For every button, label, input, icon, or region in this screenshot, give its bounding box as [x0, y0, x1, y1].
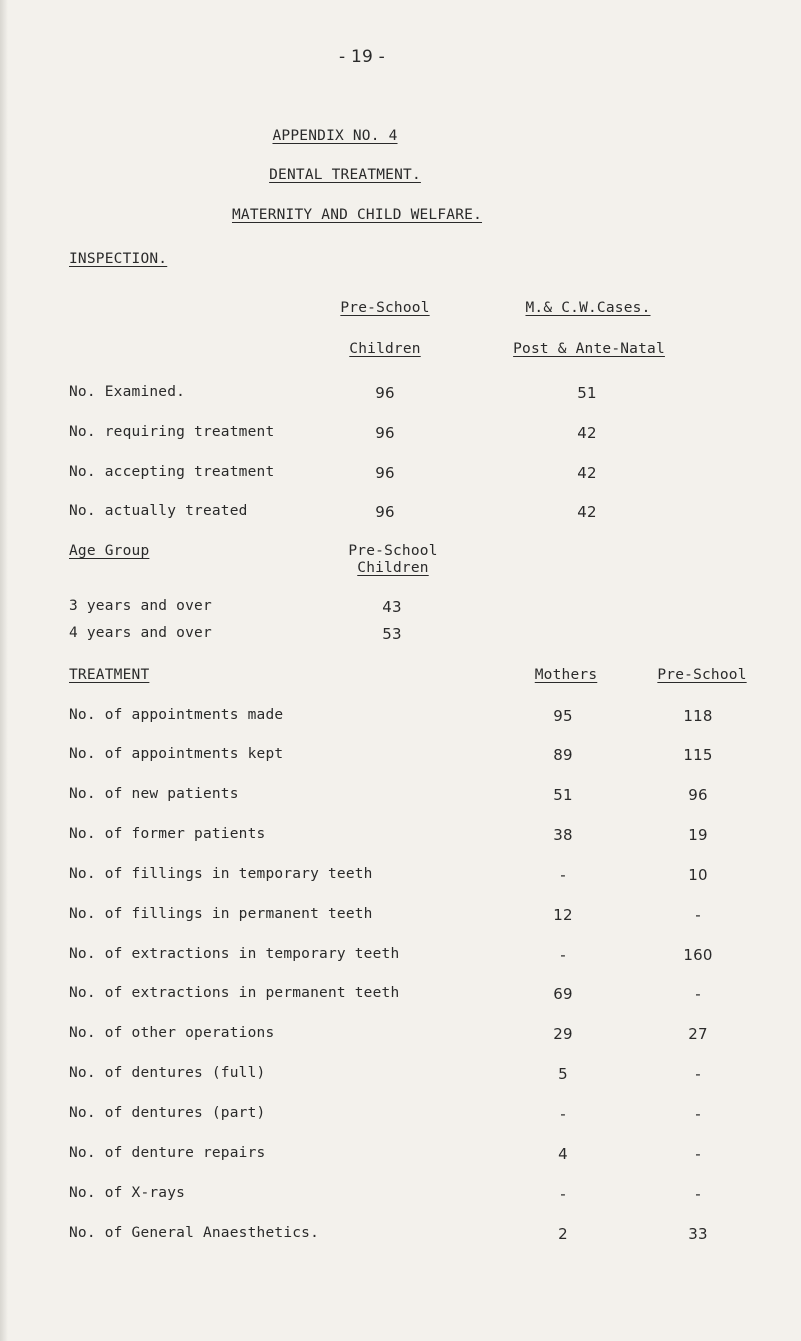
- treatment-row-preschool: 96: [688, 786, 708, 804]
- treatment-row-mothers: -: [560, 1185, 566, 1203]
- inspection-row-mcw: 42: [577, 464, 597, 482]
- age-group-row-value: 53: [382, 625, 402, 643]
- treatment-row-mothers: 51: [553, 786, 573, 804]
- page-number: - 19 -: [339, 47, 385, 67]
- treatment-row-label: No. of fillings in temporary teeth: [69, 866, 373, 882]
- inspection-row-mcw: 42: [577, 424, 597, 442]
- inspection-row-mcw: 42: [577, 503, 597, 521]
- inspection-col1-header-line1: Pre-School: [340, 300, 430, 316]
- treatment-row-label: No. of extractions in temporary teeth: [69, 946, 400, 962]
- age-group-row-label: 4 years and over: [69, 625, 212, 641]
- treatment-row-preschool: 160: [683, 946, 713, 964]
- subtitle: DENTAL TREATMENT.: [269, 167, 421, 183]
- treatment-row-label: No. of other operations: [69, 1025, 275, 1041]
- treatment-row-mothers: -: [560, 946, 566, 964]
- section-title: MATERNITY AND CHILD WELFARE.: [231, 207, 483, 223]
- inspection-row-preschool: 96: [375, 384, 395, 402]
- treatment-row-mothers: 12: [553, 906, 573, 924]
- treatment-heading: TREATMENT: [69, 667, 150, 683]
- treatment-row-preschool: -: [695, 1065, 701, 1083]
- treatment-row-preschool: -: [695, 1105, 701, 1123]
- treatment-row-mothers: -: [560, 1105, 566, 1123]
- age-group-col-header-line2: Children: [357, 560, 429, 576]
- treatment-row-mothers: 38: [553, 826, 573, 844]
- inspection-row-label: No. accepting treatment: [69, 464, 275, 480]
- treatment-row-preschool: 33: [688, 1225, 708, 1243]
- treatment-row-label: No. of X-rays: [69, 1185, 186, 1201]
- age-group-col-header-line1: Pre-School: [348, 543, 438, 559]
- treatment-row-label: No. of former patients: [69, 826, 266, 842]
- age-group-row-label: 3 years and over: [69, 598, 212, 614]
- inspection-row-label: No. requiring treatment: [69, 424, 275, 440]
- treatment-row-label: No. of General Anaesthetics.: [69, 1225, 320, 1241]
- inspection-row-mcw: 51: [577, 384, 597, 402]
- treatment-row-label: No. of extractions in permanent teeth: [69, 985, 400, 1001]
- treatment-col-mothers: Mothers: [534, 667, 598, 683]
- age-group-row-value: 43: [382, 598, 402, 616]
- treatment-row-preschool: 115: [683, 746, 713, 764]
- treatment-row-mothers: 5: [558, 1065, 568, 1083]
- inspection-col2-header-line1: M.& C.W.Cases.: [525, 300, 651, 316]
- treatment-row-mothers: 2: [558, 1225, 568, 1243]
- inspection-row-preschool: 96: [375, 503, 395, 521]
- treatment-row-label: No. of appointments made: [69, 707, 284, 723]
- appendix-title: APPENDIX NO. 4: [272, 128, 398, 144]
- treatment-row-mothers: 29: [553, 1025, 573, 1043]
- page-edge: [0, 0, 8, 1341]
- treatment-row-label: No. of dentures (part): [69, 1105, 266, 1121]
- treatment-row-preschool: 19: [688, 826, 708, 844]
- inspection-col2-header-line2: Post & Ante-Natal: [513, 341, 665, 357]
- treatment-row-mothers: 89: [553, 746, 573, 764]
- treatment-row-preschool: 10: [688, 866, 708, 884]
- treatment-row-preschool: -: [695, 1185, 701, 1203]
- treatment-row-label: No. of fillings in permanent teeth: [69, 906, 373, 922]
- inspection-row-preschool: 96: [375, 424, 395, 442]
- treatment-col-preschool: Pre-School: [657, 667, 747, 683]
- inspection-row-label: No. Examined.: [69, 384, 186, 400]
- inspection-row-preschool: 96: [375, 464, 395, 482]
- treatment-row-mothers: -: [560, 866, 566, 884]
- inspection-row-label: No. actually treated: [69, 503, 248, 519]
- age-group-heading: Age Group: [69, 543, 150, 559]
- treatment-row-preschool: 27: [688, 1025, 708, 1043]
- treatment-row-label: No. of denture repairs: [69, 1145, 266, 1161]
- inspection-col1-header-line2: Children: [349, 341, 421, 357]
- treatment-row-mothers: 69: [553, 985, 573, 1003]
- treatment-row-label: No. of appointments kept: [69, 746, 284, 762]
- treatment-row-preschool: -: [695, 1145, 701, 1163]
- treatment-row-preschool: -: [695, 985, 701, 1003]
- treatment-row-label: No. of new patients: [69, 786, 239, 802]
- inspection-heading: INSPECTION.: [69, 251, 168, 267]
- treatment-row-mothers: 95: [553, 707, 573, 725]
- treatment-row-mothers: 4: [558, 1145, 568, 1163]
- treatment-row-label: No. of dentures (full): [69, 1065, 266, 1081]
- treatment-row-preschool: 118: [683, 707, 713, 725]
- age-group-col-header: [348, 543, 437, 577]
- treatment-row-preschool: -: [695, 906, 701, 924]
